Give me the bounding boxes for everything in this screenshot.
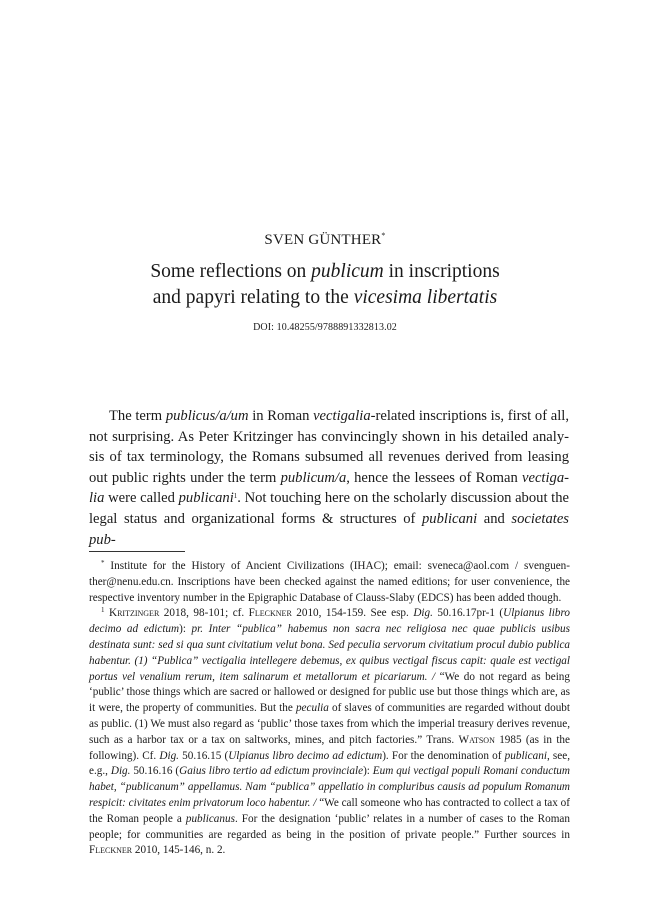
italic-term: vectiga-lia	[89, 469, 569, 507]
title-text: Some reflections on	[150, 261, 312, 282]
text: 1985 (as in the following). Cf.	[89, 733, 570, 762]
footnote-mark: 1	[101, 606, 105, 615]
italic-text: Dig.	[413, 607, 433, 620]
author-ref: Kritzinger	[108, 607, 160, 620]
italic-text: publicanus	[185, 812, 235, 825]
text: -related inscriptions is, first of all, not surprising. As Peter Kritzinger has convincingly shown in his detailed analy-sis of tax terminology, the Romans subsumed all revenues derived from leasing out public rights under the term	[89, 408, 569, 486]
italic-text: publicani	[504, 749, 547, 762]
title-italic: publicum	[311, 261, 384, 282]
footnote-author	[89, 559, 570, 606]
footnote-1	[89, 606, 570, 859]
doi[interactable]: DOI: 10.48255/9788891332813.02	[253, 322, 397, 333]
italic-text: peculia	[295, 702, 329, 715]
title-text: in inscriptions	[383, 261, 500, 282]
footnote-divider	[89, 551, 185, 552]
text: 50.16.17pr-1 (	[432, 607, 504, 620]
text: 2010, 154-159. See esp.	[291, 607, 414, 620]
author-text: SVEN GÜNTHER	[264, 232, 382, 248]
text: 2010, 145-146, n. 2.	[132, 844, 226, 857]
text: 50.16.16 (	[130, 765, 180, 778]
footnotes	[89, 559, 570, 859]
italic-term: societates pub-	[89, 510, 569, 548]
latin-quote: pr. Inter “publica” habemus non sacra nec religiosa nec quae publicis usibus destinata sunt: sed si qua sunt civitatium velut bona. Sed peculia servorum civitatium procul dubio publica habentur. (1) “Publica” vectigalia intellegere debemus, ex quibus vectigal fiscus capit: quale est vectigal portus vel venalium rerum, item salinarum et metallorum et picariarum. /	[89, 623, 570, 683]
latin-quote: Eum qui vectigal populi Romani conductum habet, “publicanum” appellamus. Nam “publica” appellatio in compluribus causis ad populum Romanum respicit: civitates enim privatorum loco habentur. /	[89, 765, 570, 809]
text: The term	[109, 408, 166, 424]
title-italic: vicesima libertatis	[353, 287, 498, 308]
text: “We call someone who has contracted to collect a tax of the Roman people a	[89, 796, 570, 825]
footnote-mark: *	[101, 559, 105, 567]
text: , hence the lessees of Roman	[346, 469, 522, 486]
author-footnote-mark: *	[381, 231, 386, 240]
author-name	[0, 231, 650, 249]
italic-text: Ulpianus libro decimo ad edictum	[228, 749, 383, 762]
footnote-text: Institute for the History of Ancient Civilizations (IHAC); email: sveneca@aol.com / svenguen-ther@nenu.edu.cn. Inscriptions have been checked against the named editions; for user convenience, the respective inventory number in the Epigraphic Database of Clauss-Slaby (EDCS) has been added though.	[89, 560, 570, 604]
text: . For the designation ‘public’ relates in a number of cases to the Roman people; for communities are regarded as being in the position of private people.” Further sources in	[89, 812, 570, 841]
author-ref: Fleckner	[89, 844, 133, 857]
text: of slaves of communities are regarded without doubt as public. (1) We must also regard as ‘public’ those taxes from which the imperial treasury derives revenue, such as a harbor tax or a tax on saltworks, mines, and pitch factories.” Trans.	[89, 702, 571, 746]
paragraph	[89, 406, 569, 550]
italic-term: publicus/a/um	[165, 408, 249, 424]
italic-text: Dig.	[159, 749, 179, 762]
footnote-ref[interactable]: 1	[233, 492, 238, 501]
text: 2018, 98-101; cf.	[159, 607, 249, 620]
text: , see, e.g.,	[89, 749, 570, 778]
italic-term: publicum/a	[280, 469, 347, 486]
author-ref: Fleckner	[248, 607, 292, 620]
text: ):	[363, 765, 373, 778]
article-title	[0, 259, 650, 311]
italic-term: vectigalia	[313, 408, 371, 424]
italic-text: Ulpianus libro decimo ad edictum	[89, 607, 571, 636]
italic-term: publicani	[178, 490, 234, 507]
text: and	[477, 510, 512, 527]
text: were called	[104, 490, 179, 507]
italic-text: Dig.	[110, 765, 131, 778]
text: “We do not regard as being ‘public’ those things which are sacred or hallowed or designed for public use but those things which are, as it were, the property of communities. But the	[89, 670, 570, 715]
author-ref: Watson	[458, 733, 495, 746]
text: . Not touching here on the scholarly discussion about the legal status and organizational forms & structures of	[89, 490, 570, 527]
text: 50.16.15 (	[178, 749, 229, 762]
text: in Roman	[248, 408, 314, 424]
italic-text: Gaius libro tertio ad edictum provinciale	[179, 765, 364, 778]
text: ):	[179, 623, 192, 636]
body-paragraph	[89, 406, 569, 550]
italic-term: publicani	[422, 510, 478, 527]
text: ). For the denomination of	[382, 749, 505, 762]
title-text: and papyri relating to the	[152, 287, 354, 308]
